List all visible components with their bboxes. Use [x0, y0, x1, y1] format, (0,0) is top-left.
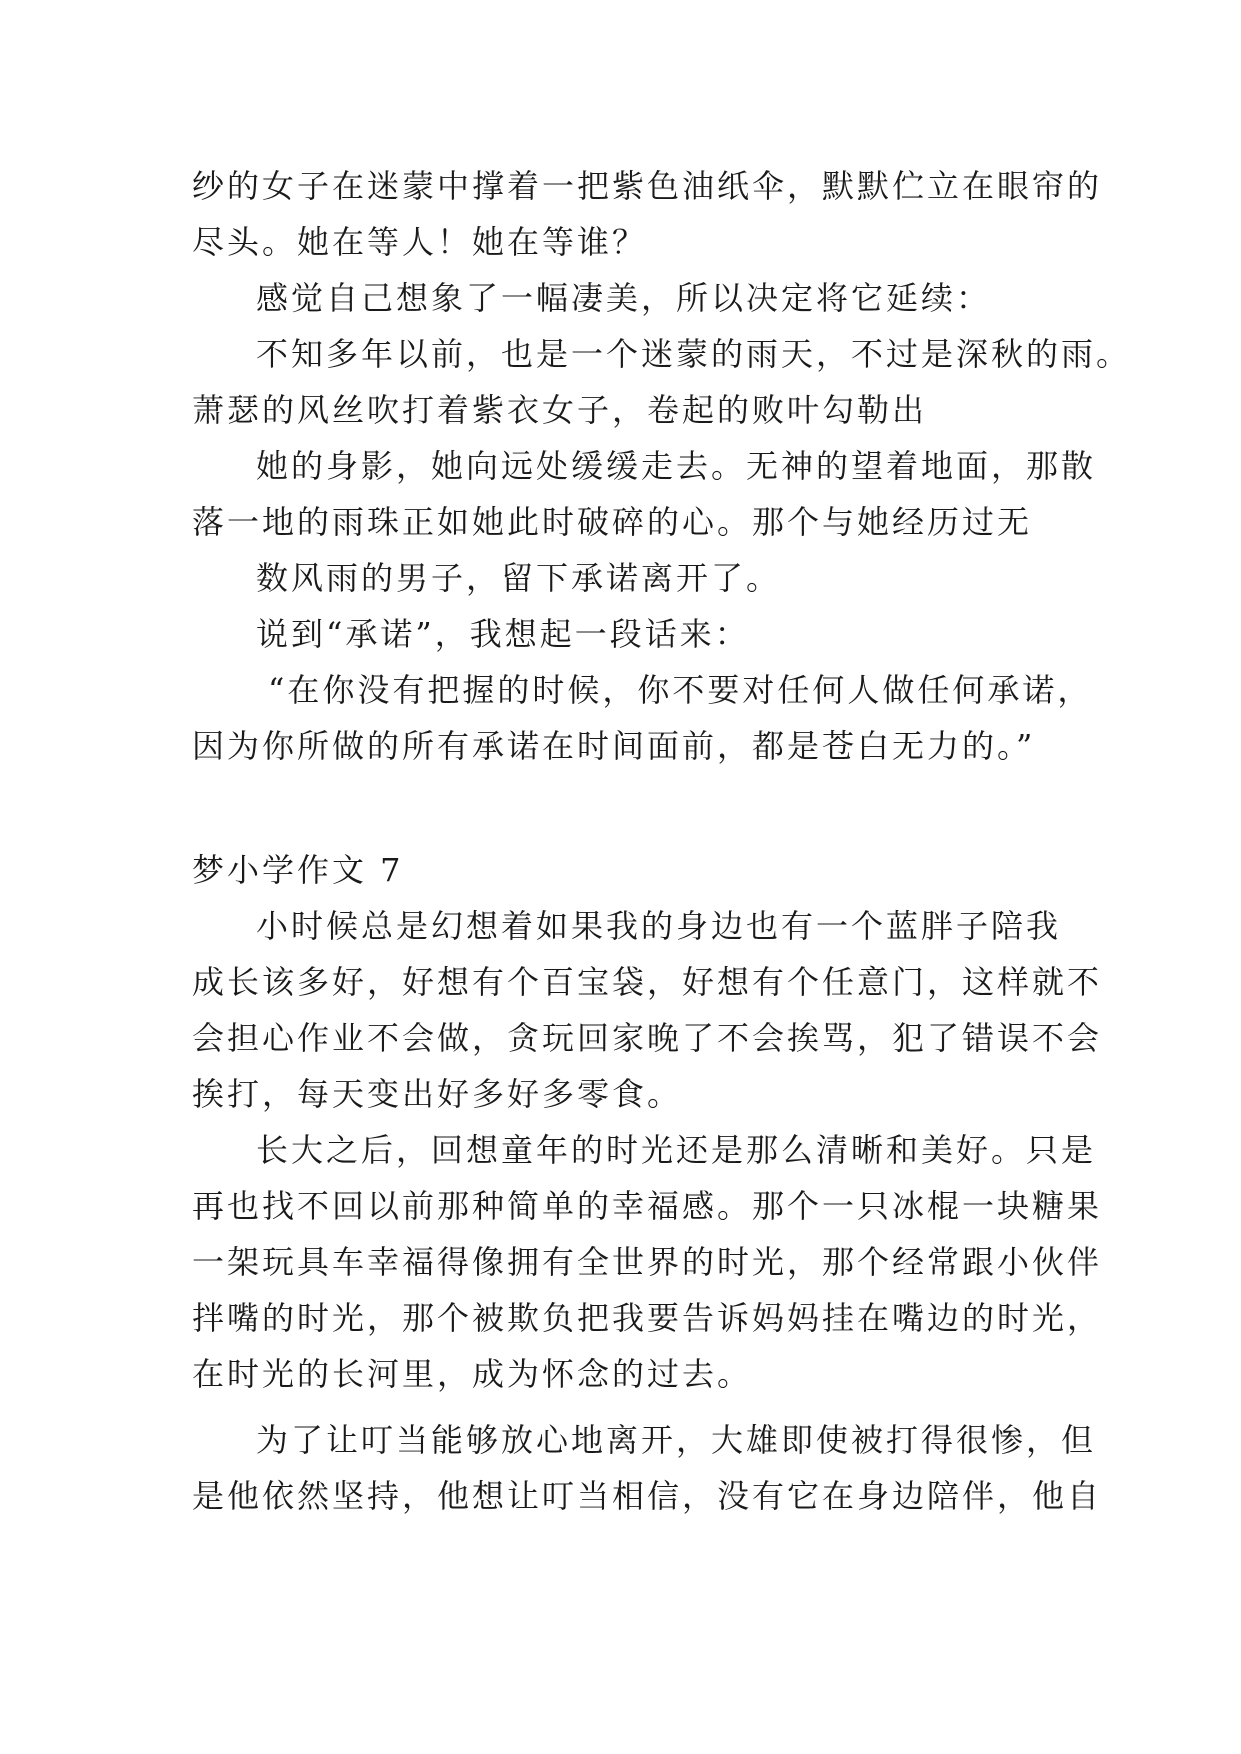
section-heading: 梦小学作文 7	[192, 851, 404, 889]
text-line: 尽头。她在等人！她在等谁？	[192, 223, 648, 261]
text-line: 拌嘴的时光，那个被欺负把我要告诉妈妈挂在嘴边的时光，	[192, 1299, 1103, 1337]
text-line: 再也找不回以前那种简单的幸福感。那个一只冰棍一块糖果	[192, 1187, 1103, 1225]
text-line: “在你没有把握的时候，你不要对任何人做任何承诺，	[268, 671, 1093, 709]
text-line: 是他依然坚持，他想让叮当相信，没有它在身边陪伴，他自	[192, 1477, 1103, 1515]
text-line: 因为你所做的所有承诺在时间面前，都是苍白无力的。”	[192, 727, 1036, 765]
text-line: 萧瑟的风丝吹打着紫衣女子，卷起的败叶勾勒出	[192, 391, 928, 429]
text-line: 说到“承诺”，我想起一段话来：	[256, 615, 750, 653]
text-line: 感觉自己想象了一幅凄美，所以决定将它延续：	[256, 279, 992, 317]
text-line: 落一地的雨珠正如她此时破碎的心。那个与她经历过无	[192, 503, 1033, 541]
text-line: 在时光的长河里，成为怀念的过去。	[192, 1355, 753, 1393]
text-line: 为了让叮当能够放心地离开，大雄即使被打得很惨，但	[256, 1421, 1097, 1459]
text-line: 纱的女子在迷蒙中撑着一把紫色油纸伞，默默伫立在眼帘的	[192, 167, 1103, 205]
text-line: 挨打，每天变出好多好多零食。	[192, 1075, 683, 1113]
text-line: 会担心作业不会做，贪玩回家晚了不会挨骂，犯了错误不会	[192, 1019, 1103, 1057]
text-line: 不知多年以前，也是一个迷蒙的雨天，不过是深秋的雨。	[256, 335, 1132, 373]
text-line: 小时候总是幻想着如果我的身边也有一个蓝胖子陪我	[256, 907, 1062, 945]
text-line: 她的身影，她向远处缓缓走去。无神的望着地面，那散	[256, 447, 1097, 485]
text-line: 数风雨的男子，留下承诺离开了。	[256, 559, 782, 597]
text-line: 长大之后，回想童年的时光还是那么清晰和美好。只是	[256, 1131, 1097, 1169]
text-line: 成长该多好，好想有个百宝袋，好想有个任意门，这样就不	[192, 963, 1103, 1001]
text-line: 一架玩具车幸福得像拥有全世界的时光，那个经常跟小伙伴	[192, 1243, 1103, 1281]
